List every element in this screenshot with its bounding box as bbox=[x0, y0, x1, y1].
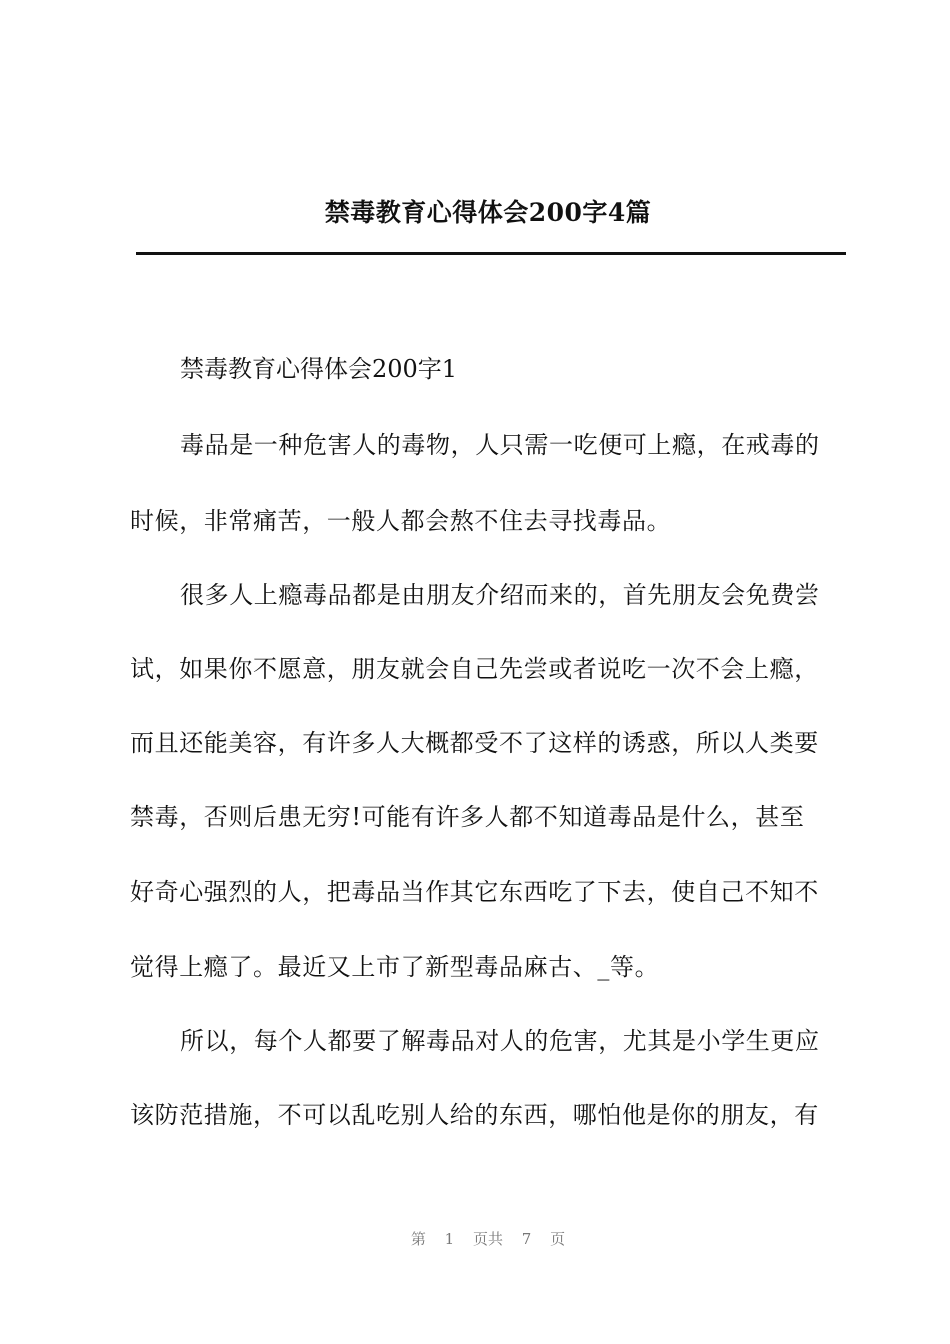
paragraph-line: 该防范措施，不可以乱吃别人给的东西，哪怕他是你的朋友，有 bbox=[130, 1101, 819, 1129]
paragraph-line: 禁毒，否则后患无穷!可能有许多人都不知道毒品是什么，甚至 bbox=[130, 803, 805, 831]
footer-mid: 页共 bbox=[472, 1230, 503, 1248]
paragraph-line: 所以，每个人都要了解毒品对人的危害，尤其是小学生更应 bbox=[180, 1027, 820, 1055]
paragraph-line: 时候，非常痛苦，一般人都会熬不住去寻找毒品。 bbox=[130, 507, 672, 535]
paragraph-line: 试，如果你不愿意，朋友就会自己先尝或者说吃一次不会上瘾， bbox=[130, 655, 819, 683]
footer-prefix: 第 bbox=[410, 1230, 426, 1248]
section-heading: 禁毒教育心得体会200字1 bbox=[180, 355, 458, 383]
footer-page-total: 7 bbox=[521, 1230, 532, 1248]
footer-suffix: 页 bbox=[550, 1230, 566, 1248]
page-footer bbox=[0, 1228, 950, 1250]
paragraph-line: 觉得上瘾了。最近又上市了新型毒品麻古、_等。 bbox=[130, 953, 660, 981]
title-underline bbox=[136, 252, 846, 255]
paragraph-line: 而且还能美容，有许多人大概都受不了这样的诱惑，所以人类要 bbox=[130, 729, 819, 757]
document-title: 禁毒教育心得体会200字4篇 bbox=[324, 198, 652, 227]
paragraph-line: 好奇心强烈的人，把毒品当作其它东西吃了下去，使自己不知不 bbox=[130, 878, 819, 906]
paragraph-line: 很多人上瘾毒品都是由朋友介绍而来的，首先朋友会免费尝 bbox=[180, 581, 820, 609]
footer-page-number: 1 bbox=[444, 1230, 455, 1248]
paragraph-line: 毒品是一种危害人的毒物，人只需一吃便可上瘾，在戒毒的 bbox=[180, 431, 820, 459]
